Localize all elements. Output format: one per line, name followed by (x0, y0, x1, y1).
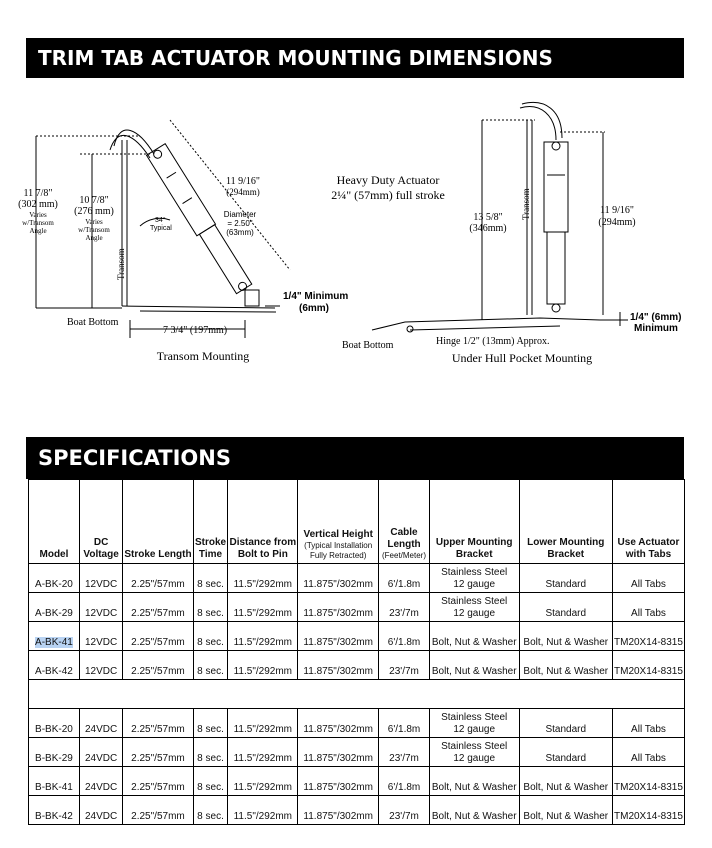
col-vertical-height: Vertical Height (Typical Installation Fully Retracted) (298, 480, 379, 564)
cell-upper: Stainless Steel 12 gauge (429, 564, 519, 593)
transom-angle: 34° (155, 217, 166, 224)
cell-upper: Bolt, Nut & Washer (429, 622, 519, 651)
cell-use: TM20X14-8315 (612, 767, 684, 796)
cell-time: 8 sec. (193, 651, 228, 680)
cell-distance: 11.5"/292mm (228, 767, 298, 796)
transom-minimum-mm: (6mm) (299, 303, 330, 314)
cell-use: All Tabs (612, 593, 684, 622)
cell-stroke: 2.25"/57mm (123, 796, 193, 825)
hull-labels (331, 173, 681, 365)
table-row (29, 767, 685, 796)
cell-cable: 6'/1.8m (379, 767, 430, 796)
cell-time: 8 sec. (193, 796, 228, 825)
cell-model: B-BK-29 (29, 738, 80, 767)
cell-stroke: 2.25"/57mm (123, 622, 193, 651)
dimensions-title-banner (26, 38, 684, 78)
transom-actuator-length-mm: (294mm) (226, 187, 260, 197)
cell-lower: Bolt, Nut & Washer (519, 651, 612, 680)
col-lower-bracket: Lower Mounting Bracket (519, 480, 612, 564)
transom-varies-1: Varies (29, 211, 47, 219)
table-row-blank (29, 680, 685, 709)
table-row (29, 796, 685, 825)
cell-dc: 12VDC (79, 564, 122, 593)
hull-caption: Under Hull Pocket Mounting (451, 351, 593, 365)
hull-actuator-length: 11 9/16" (600, 205, 634, 216)
table-row (29, 738, 685, 767)
hull-stroke: 2¼" (57mm) full stroke (331, 188, 445, 202)
cell-vertical: 11.875"/302mm (298, 709, 379, 738)
transom-diameter-1: Diameter (223, 210, 257, 219)
cell-lower: Standard (519, 593, 612, 622)
cell-time: 8 sec. (193, 622, 228, 651)
transom-height-mid: 10 7/8" (79, 195, 109, 206)
cell-stroke: 2.25"/57mm (123, 564, 193, 593)
cell-use: TM20X14-8315 (612, 796, 684, 825)
col-upper-bracket: Upper Mounting Bracket (429, 480, 519, 564)
transom-height-mid-mm: (276 mm) (74, 206, 114, 217)
hull-height: 13 5/8" (473, 212, 503, 223)
transom-angle-sub: Typical (150, 225, 172, 232)
cell-stroke: 2.25"/57mm (123, 651, 193, 680)
transom-varies2-2: w/Transom (78, 226, 110, 234)
cell-distance: 11.5"/292mm (228, 564, 298, 593)
transom-wall-label: Transom (116, 248, 126, 280)
cell-dc: 12VDC (79, 651, 122, 680)
hull-height-mm: (346mm) (469, 223, 507, 234)
transom-actuator-length: 11 9/16" (226, 176, 260, 187)
cell-use: All Tabs (612, 709, 684, 738)
cell-upper: Bolt, Nut & Washer (429, 767, 519, 796)
cell-cable: 23'/7m (379, 738, 430, 767)
cell-distance: 11.5"/292mm (228, 651, 298, 680)
table-row (29, 651, 685, 680)
specifications-title-banner (26, 437, 684, 479)
cell-use: TM20X14-8315 (612, 622, 684, 651)
cell-vertical: 11.875"/302mm (298, 593, 379, 622)
cell-upper: Stainless Steel 12 gauge (429, 738, 519, 767)
transom-caption: Transom Mounting (156, 349, 250, 363)
cell-dc: 12VDC (79, 593, 122, 622)
specifications-table (28, 479, 685, 825)
cell-vertical: 11.875"/302mm (298, 622, 379, 651)
transom-varies-2: w/Transom (22, 219, 54, 227)
cell-vertical: 11.875"/302mm (298, 651, 379, 680)
hull-transom-label: Transom (521, 188, 531, 220)
transom-height-total-mm: (302 mm) (18, 199, 58, 210)
cell-time: 8 sec. (193, 564, 228, 593)
cell-distance: 11.5"/292mm (228, 738, 298, 767)
col-distance: Distance from Bolt to Pin (228, 480, 298, 564)
cell-model: B-BK-20 (29, 709, 80, 738)
cell-lower: Standard (519, 738, 612, 767)
cell-lower: Standard (519, 564, 612, 593)
mounting-diagrams (0, 80, 712, 370)
transom-boat-bottom: Boat Bottom (67, 317, 119, 328)
table-row (29, 564, 685, 593)
cell-stroke: 2.25"/57mm (123, 709, 193, 738)
col-stroke-time: Stroke Time (193, 480, 228, 564)
cell-cable: 23'/7m (379, 593, 430, 622)
cell-use: All Tabs (612, 738, 684, 767)
cell-upper: Stainless Steel 12 gauge (429, 593, 519, 622)
cell-dc: 12VDC (79, 622, 122, 651)
cell-model: A-BK-20 (29, 564, 80, 593)
transom-diameter-2: = 2.50" (227, 219, 253, 228)
col-model: Model (29, 480, 80, 564)
cell-dc: 24VDC (79, 796, 122, 825)
cell-upper: Bolt, Nut & Washer (429, 651, 519, 680)
col-use-actuator: Use Actuator with Tabs (612, 480, 684, 564)
cell-model: A-BK-29 (29, 593, 80, 622)
cell-use: All Tabs (612, 564, 684, 593)
cell-vertical: 11.875"/302mm (298, 564, 379, 593)
cell-stroke: 2.25"/57mm (123, 767, 193, 796)
cell-vertical: 11.875"/302mm (298, 767, 379, 796)
dimensions-title: TRIM TAB ACTUATOR MOUNTING DIMENSIONS (38, 46, 553, 70)
cell-dc: 24VDC (79, 767, 122, 796)
col-dc-voltage: DC Voltage (79, 480, 122, 564)
transom-height-total: 11 7/8" (23, 188, 53, 199)
hull-boat-bottom: Boat Bottom (342, 340, 394, 351)
table-row (29, 709, 685, 738)
cell-upper: Bolt, Nut & Washer (429, 796, 519, 825)
cell-lower: Bolt, Nut & Washer (519, 622, 612, 651)
cell-time: 8 sec. (193, 738, 228, 767)
transom-diameter-3: (63mm) (226, 228, 254, 237)
cell-stroke: 2.25"/57mm (123, 593, 193, 622)
cell-use: TM20X14-8315 (612, 651, 684, 680)
cell-dc: 24VDC (79, 738, 122, 767)
cell-distance: 11.5"/292mm (228, 796, 298, 825)
cell-time: 8 sec. (193, 709, 228, 738)
hull-hinge: Hinge 1/2" (13mm) Approx. (436, 336, 550, 347)
cell-cable: 23'/7m (379, 796, 430, 825)
table-header-row (29, 480, 685, 564)
table-body-a (29, 564, 685, 680)
transom-varies2-3: Angle (85, 234, 103, 242)
cell-vertical: 11.875"/302mm (298, 738, 379, 767)
transom-labels (18, 176, 348, 363)
hull-heavy-duty: Heavy Duty Actuator (336, 173, 440, 187)
cell-distance: 11.5"/292mm (228, 593, 298, 622)
hull-minimum: 1/4" (6mm) (630, 312, 682, 323)
cell-cable: 6'/1.8m (379, 709, 430, 738)
table-spacer (29, 680, 685, 709)
cell-stroke: 2.25"/57mm (123, 738, 193, 767)
cell-model: A-BK-42 (29, 651, 80, 680)
cell-cable: 6'/1.8m (379, 622, 430, 651)
cell-lower: Bolt, Nut & Washer (519, 767, 612, 796)
col-cable-length: Cable Length (Feet/Meter) (379, 480, 430, 564)
cell-time: 8 sec. (193, 767, 228, 796)
specifications-title: SPECIFICATIONS (38, 446, 231, 470)
transom-horizontal-dim: 7 3/4" (197mm) (163, 325, 228, 336)
cell-model: B-BK-41 (29, 767, 80, 796)
cell-upper: Stainless Steel 12 gauge (429, 709, 519, 738)
transom-minimum: 1/4" Minimum (283, 291, 349, 302)
table-row (29, 593, 685, 622)
col-stroke-length: Stroke Length (123, 480, 193, 564)
hull-actuator-length-mm: (294mm) (598, 217, 636, 228)
cell-lower: Bolt, Nut & Washer (519, 796, 612, 825)
cell-dc: 24VDC (79, 709, 122, 738)
table-row (29, 622, 685, 651)
cell-model: A-BK-41 (29, 622, 80, 651)
transom-varies2-1: Varies (85, 218, 103, 226)
cell-model: B-BK-42 (29, 796, 80, 825)
cell-lower: Standard (519, 709, 612, 738)
cell-cable: 23'/7m (379, 651, 430, 680)
cell-distance: 11.5"/292mm (228, 622, 298, 651)
transom-varies-3: Angle (29, 227, 47, 235)
hull-minimum-2: Minimum (634, 323, 678, 334)
cell-time: 8 sec. (193, 593, 228, 622)
cell-distance: 11.5"/292mm (228, 709, 298, 738)
table-body-b (29, 709, 685, 825)
cell-vertical: 11.875"/302mm (298, 796, 379, 825)
cell-cable: 6'/1.8m (379, 564, 430, 593)
